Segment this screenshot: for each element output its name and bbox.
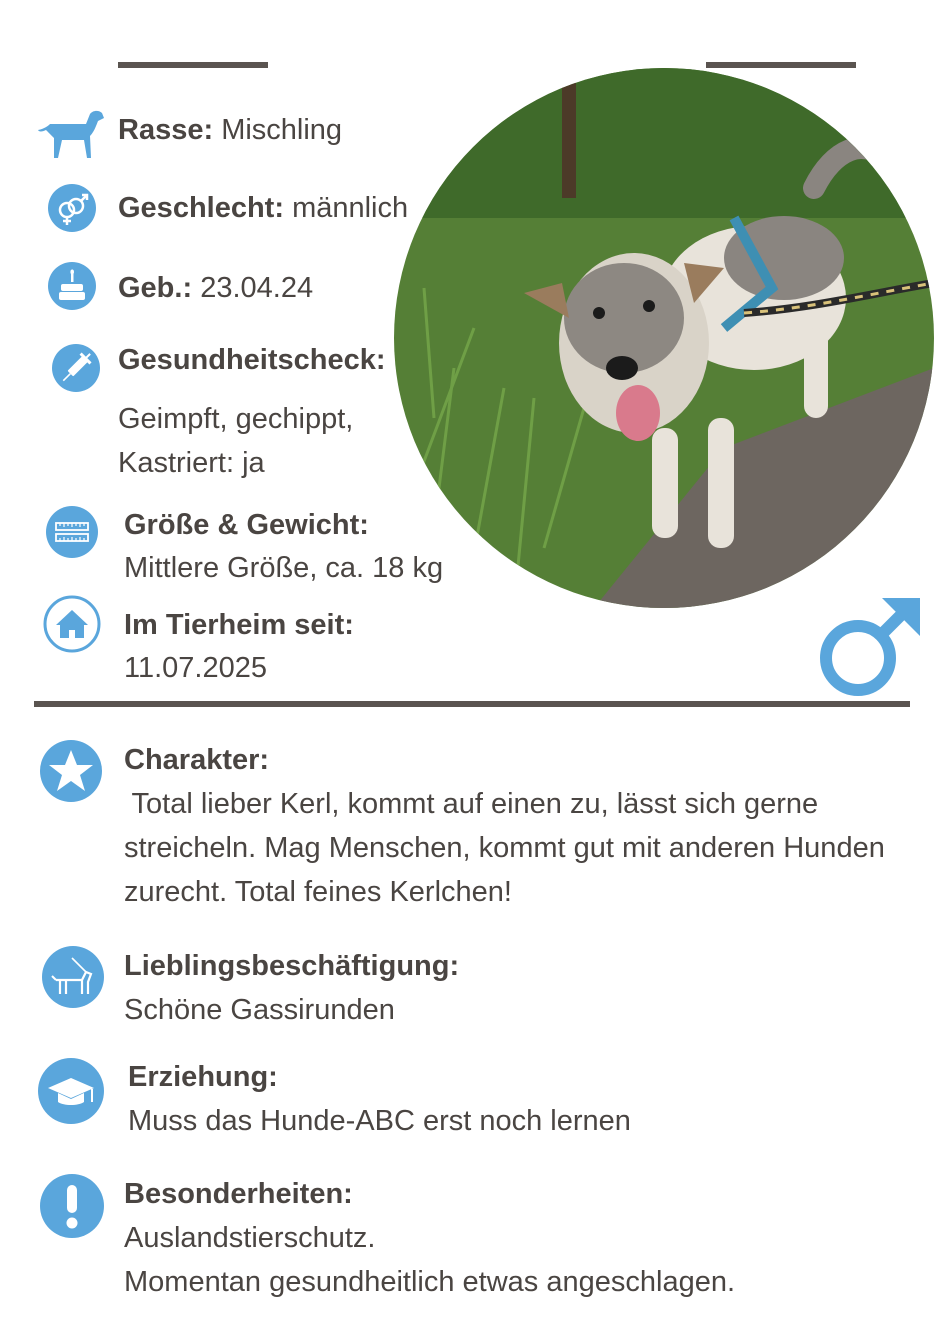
shelter-label: Im Tierheim seit: [124,609,354,641]
birthday-cake-icon [48,262,96,310]
health-line-2: Kastriert: ja [118,447,265,479]
top-left-rule [118,62,268,68]
syringe-icon [52,344,100,392]
gender-value: männlich [292,192,409,224]
health-line-1: Geimpft, gechippt, [118,403,354,435]
dog-icon [36,108,106,162]
exclamation-icon [40,1174,104,1238]
gender-icon [48,184,96,232]
health-label: Gesundheitscheck: [118,344,386,376]
shelter-value: 11.07.2025 [124,652,267,684]
ruler-icon [46,506,98,558]
birth-value: 23.04.24 [200,272,314,304]
birth-label: Geb.: [118,272,193,304]
size-label: Größe & Gewicht: [124,509,369,541]
top-right-rule [706,62,856,68]
special-label: Besonderheiten: [124,1178,353,1210]
graduation-cap-icon [38,1058,104,1124]
dog-photo [394,68,934,608]
breed-row [118,112,342,148]
breed-value: Mischling [221,114,343,146]
size-value: Mittlere Größe, ca. 18 kg [124,552,444,584]
birth-row [118,270,313,306]
male-symbol-icon [816,596,922,700]
special-line-2: Momentan gesundheitlich etwas angeschlagen. [124,1266,736,1298]
house-icon [42,594,102,654]
gender-label: Geschlecht: [118,192,284,224]
character-line-3: zurecht. Total feines Kerlchen! [124,876,512,908]
gender-row [118,190,408,226]
special-line-1: Auslandstierschutz. [124,1222,376,1254]
character-line-1: Total lieber Kerl, kommt auf einen zu, lässt sich gerne [124,788,819,820]
section-divider [34,701,910,707]
hobby-label: Lieblingsbeschäftigung: [124,950,460,982]
breed-label: Rasse: [118,114,214,146]
training-value: Muss das Hunde-ABC erst noch lernen [128,1105,631,1137]
training-label: Erziehung: [128,1061,278,1093]
hobby-value: Schöne Gassirunden [124,994,395,1026]
dog-walking-icon [42,946,104,1008]
character-label: Charakter: [124,744,270,776]
star-icon [40,740,102,802]
character-line-2: streicheln. Mag Menschen, kommt gut mit anderen Hunden [124,832,885,864]
